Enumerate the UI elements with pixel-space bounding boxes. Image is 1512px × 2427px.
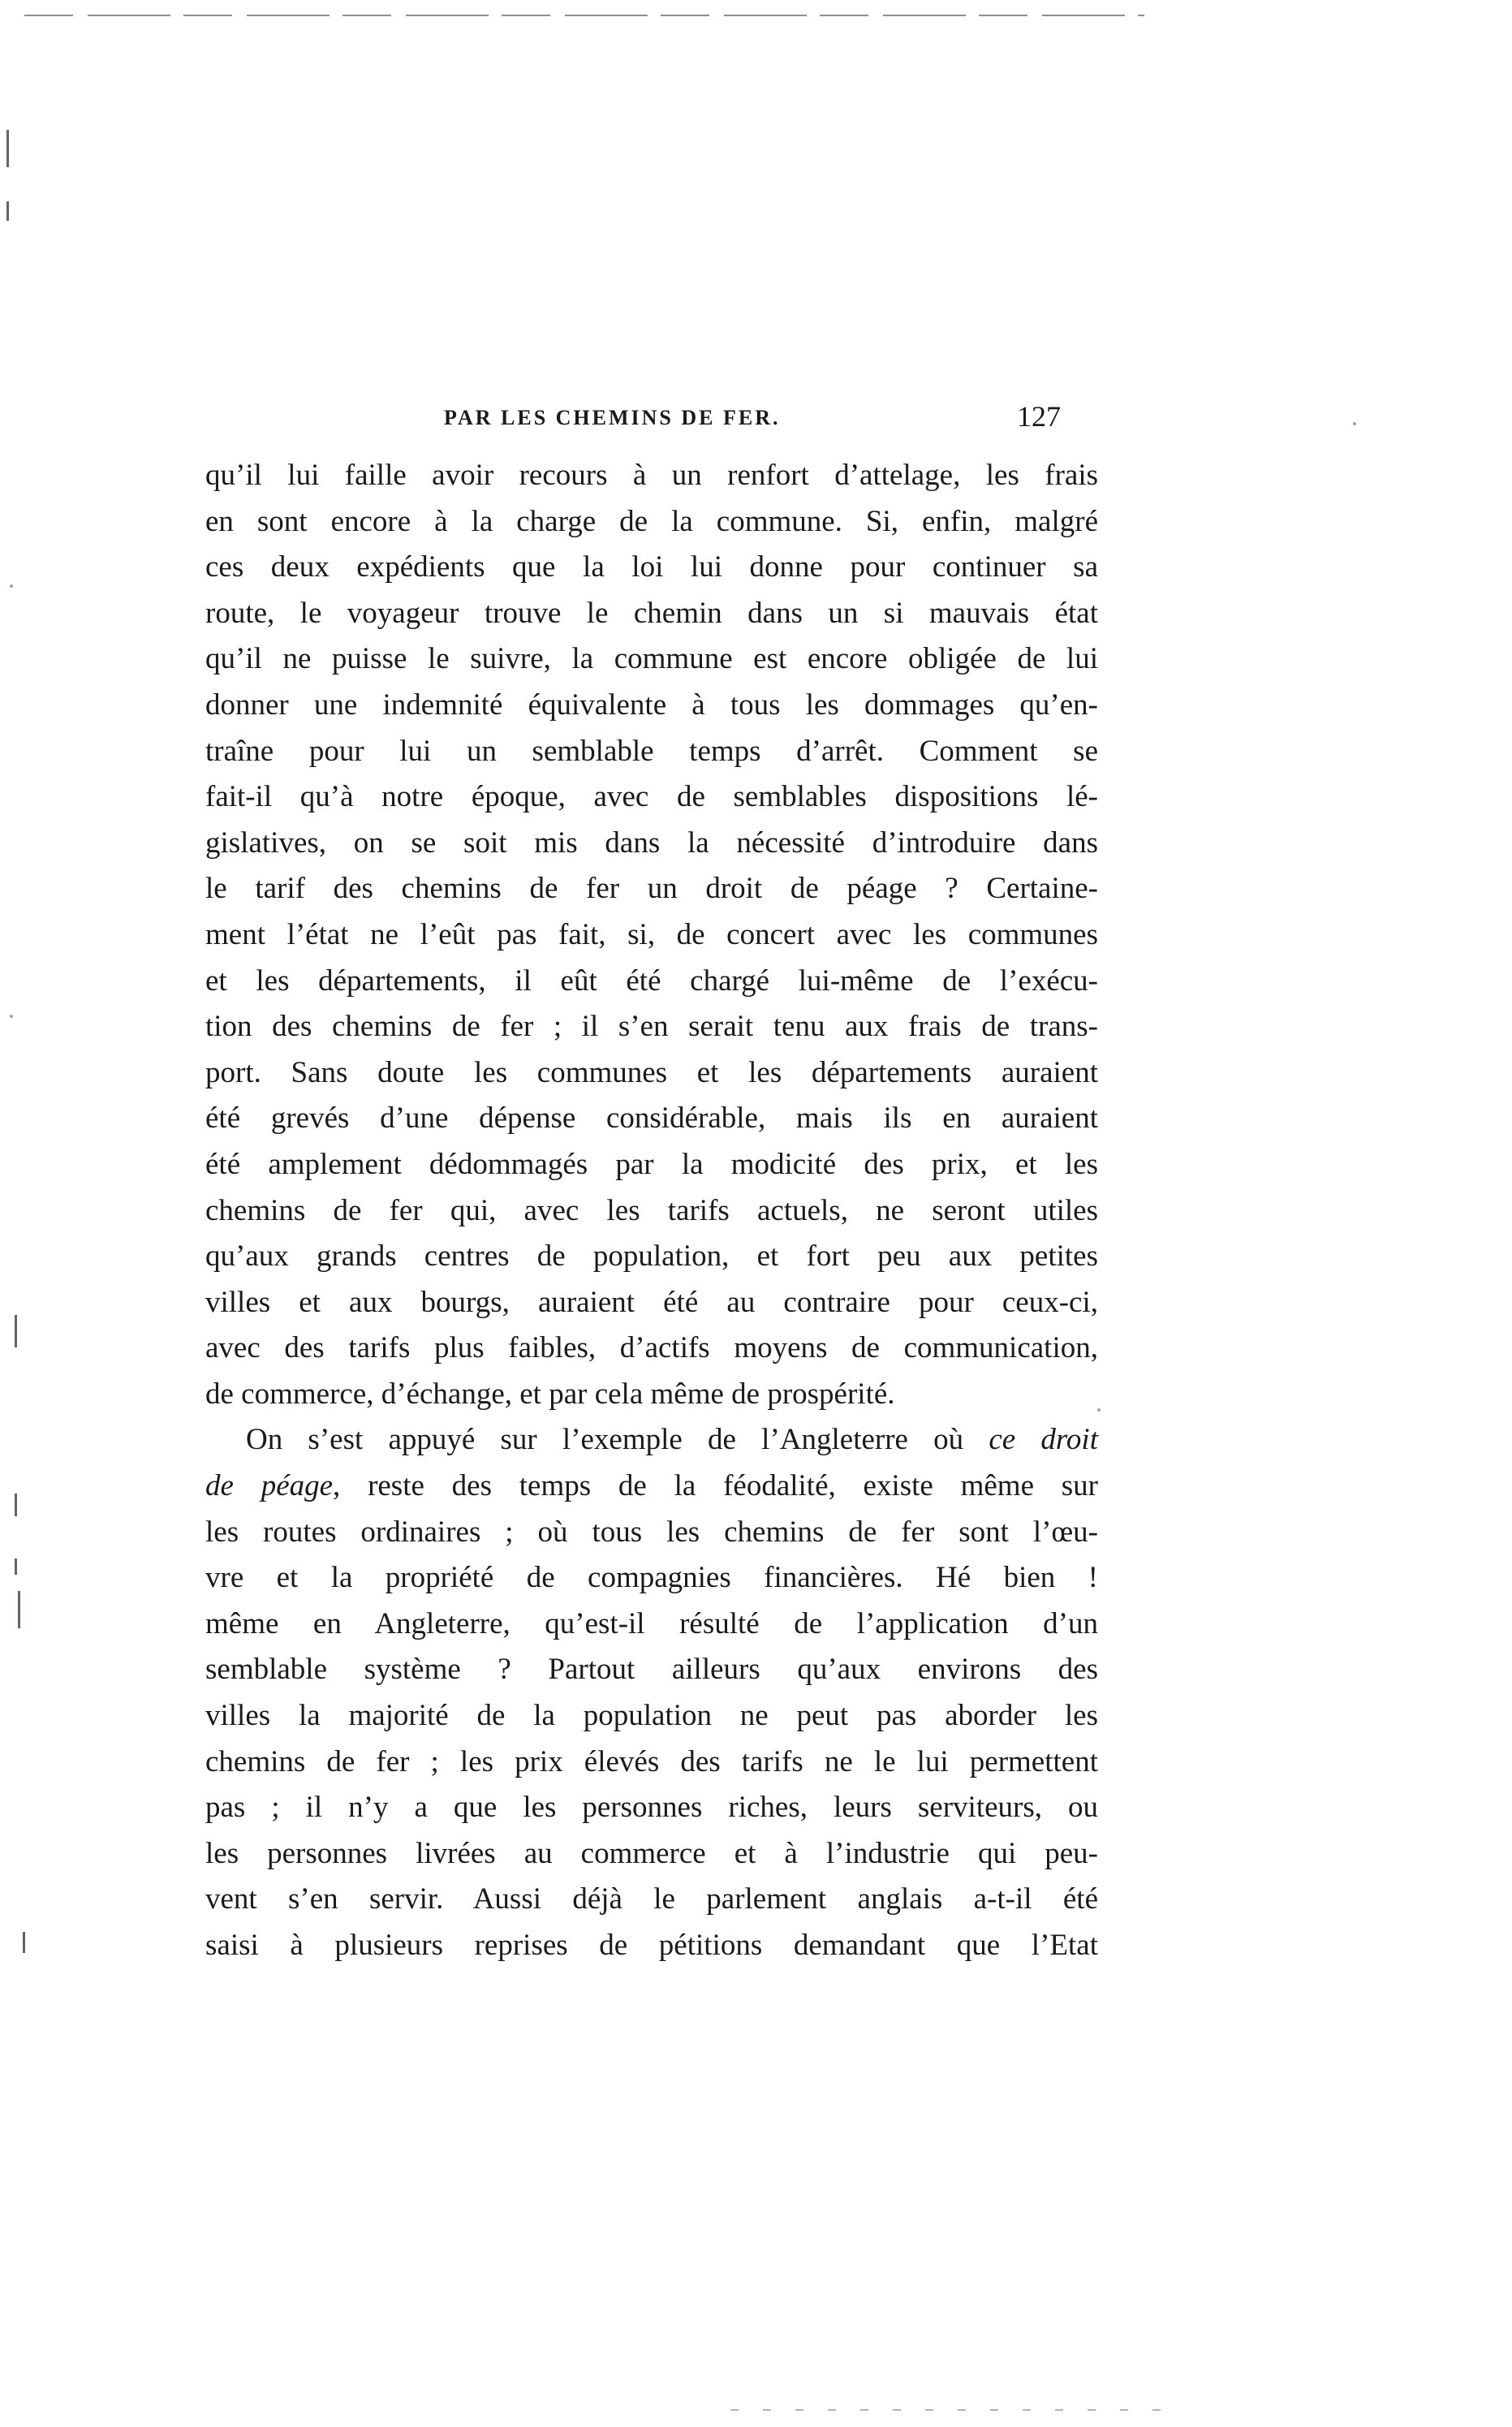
margin-scan-mark (15, 1494, 17, 1516)
text-line: ces deux expédients que la loi lui donne pour continuer sa (205, 550, 1098, 584)
text-line: donner une indemnité équivalente à tous les dommages qu’en- (205, 688, 1098, 722)
italic-run: de péage (205, 1469, 334, 1503)
margin-scan-mark (6, 130, 9, 167)
margin-scan-mark (15, 1558, 17, 1575)
text-line: avec des tarifs plus faibles, d’actifs moyens de communication, (205, 1331, 1098, 1365)
text-line: les personnes livrées au commerce et à l’industrie qui peu- (205, 1836, 1098, 1870)
scan-bottom-rule (730, 2409, 1185, 2411)
text-line: villes et aux bourgs, auraient été au contraire pour ceux-ci, (205, 1285, 1098, 1319)
margin-scan-mark (15, 1315, 17, 1347)
margin-scan-speck (10, 584, 13, 588)
margin-scan-mark (18, 1591, 20, 1628)
margin-scan-speck (10, 1015, 13, 1018)
text-line: qu’il lui faille avoir recours à un renfort d’attelage, les frais (205, 459, 1098, 492)
text-line: pas ; il n’y a que les personnes riches, leurs serviteurs, ou (205, 1791, 1098, 1825)
italic-run: ce droit (989, 1423, 1098, 1457)
text-line: chemins de fer ; les prix élevés des tarifs ne le lui permettent (205, 1744, 1098, 1778)
text-line: gislatives, on se soit mis dans la nécessité d’introduire dans (205, 826, 1098, 860)
text-line: été amplement dédommagés par la modicité des prix, et les (205, 1147, 1098, 1181)
text-run: On s’est appuyé sur l’exemple de l’Angleterre où (246, 1423, 989, 1457)
margin-scan-mark (23, 1932, 25, 1953)
text-line: le tarif des chemins de fer un droit de péage ? Certaine- (205, 872, 1098, 906)
text-line: vre et la propriété de compagnies financières. Hé bien ! (205, 1561, 1098, 1595)
text-line: et les départements, il eût été chargé lui-même de l’exécu- (205, 963, 1098, 998)
page-number: 127 (1017, 400, 1061, 433)
text-line: semblable système ? Partout ailleurs qu’aux environs des (205, 1653, 1098, 1687)
text-line: saisi à plusieurs reprises de pétitions demandant que l’Etat (205, 1929, 1098, 1962)
margin-scan-mark (6, 201, 9, 221)
text-line: en sont encore à la charge de la commune. Si, enfin, malgré (205, 504, 1098, 538)
text-line: qu’il ne puisse le suivre, la commune est encore obligée de lui (205, 642, 1098, 676)
text-line: port. Sans doute les communes et les départements auraient (205, 1055, 1098, 1089)
text-line: été grevés d’une dépense considérable, mais ils en auraient (205, 1101, 1098, 1136)
text-line: les routes ordinaires ; où tous les chemins de fer sont l’œu- (205, 1515, 1098, 1549)
text-line: chemins de fer qui, avec les tarifs actuels, ne seront utiles (205, 1193, 1098, 1227)
text-line: fait-il qu’à notre époque, avec de semblables dispositions lé- (205, 780, 1098, 814)
text-line: même en Angleterre, qu’est-il résulté de l’application d’un (205, 1606, 1098, 1640)
body-text (205, 453, 1098, 1969)
scan-edge-rule (24, 15, 1144, 16)
text-line: traîne pour lui un semblable temps d’arrêt. Comment se (205, 734, 1098, 768)
paragraph-1 (205, 453, 1098, 1417)
paragraph-2 (205, 1417, 1098, 1968)
text-line: ment l’état ne l’eût pas fait, si, de concert avec les communes (205, 917, 1098, 951)
text-run: , reste des temps de la féodalité, existe même sur (333, 1469, 1098, 1503)
text-line: qu’aux grands centres de population, et fort peu aux petites (205, 1239, 1098, 1274)
text-line: route, le voyageur trouve le chemin dans un si mauvais état (205, 596, 1098, 630)
text-line (205, 1417, 1098, 1464)
text-line: de commerce, d’échange, et par cela même de prospérité. (205, 1377, 895, 1411)
margin-scan-speck (1353, 422, 1356, 425)
running-head: PAR LES CHEMINS DE FER. (444, 406, 781, 429)
text-line (205, 1464, 1098, 1510)
text-line: vent s’en servir. Aussi déjà le parlement anglais a-t-il été (205, 1882, 1098, 1916)
text-line: villes la majorité de la population ne peut pas aborder les (205, 1699, 1098, 1733)
text-line: tion des chemins de fer ; il s’en serait tenu aux frais de trans- (205, 1010, 1098, 1044)
